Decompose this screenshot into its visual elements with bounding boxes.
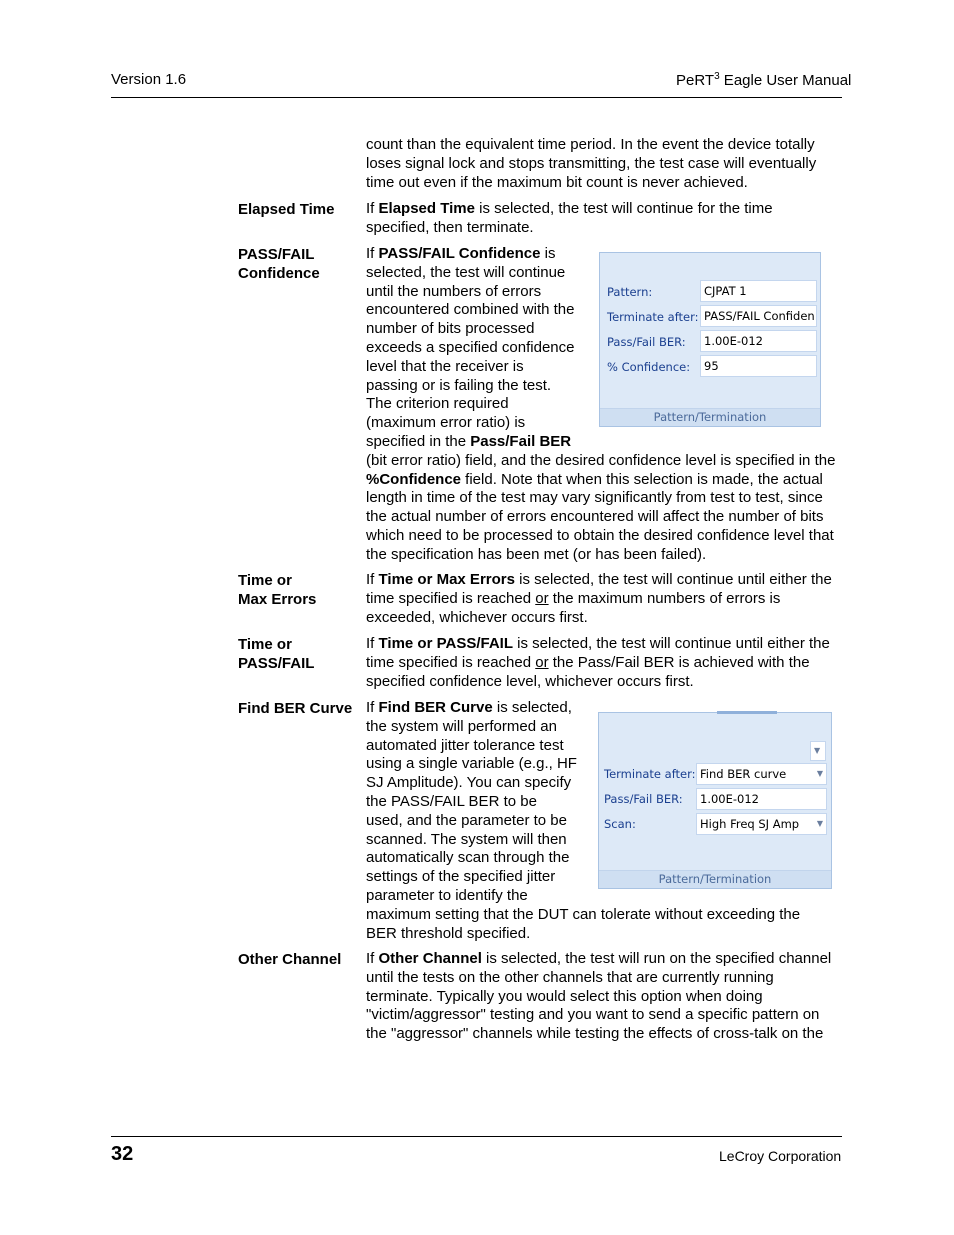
bold-run: Time or Max Errors	[378, 571, 515, 588]
terminate-after-dropdown[interactable]	[696, 763, 827, 785]
panel-footer-label: Pattern/Termination	[599, 870, 831, 888]
desc-other-channel	[366, 950, 831, 1044]
bold-run: Pass/Fail BER	[470, 432, 572, 450]
text-run: If	[366, 950, 379, 967]
desc-line: BER threshold specified.	[366, 924, 531, 942]
desc-line: level that the receiver is	[366, 357, 524, 375]
scan-label: Scan:	[604, 817, 636, 831]
text-run: time specified is reached	[366, 653, 536, 671]
desc-line: "victim/aggressor" testing and you want to send a specific pattern on	[366, 1006, 820, 1024]
term-time-or-max-errors	[238, 571, 316, 609]
desc-line: the PASS/FAIL BER to be	[366, 792, 537, 810]
text-run: is selected, the test will continue until either the	[513, 635, 830, 652]
manual-title-superscript: 3	[714, 71, 720, 82]
desc-line	[366, 433, 835, 452]
header-manual-title	[676, 71, 851, 89]
collapsed-dropdown-button[interactable]	[810, 741, 826, 761]
terminate-after-label: Terminate after:	[604, 767, 696, 781]
text-run: field. Note that when this selection is made, the actual	[461, 470, 823, 488]
scan-value: High Freq SJ Amp	[700, 817, 800, 831]
term-time-or-pass-fail	[238, 635, 314, 673]
term-line: Time or	[238, 636, 292, 653]
text-run: is selected,	[492, 699, 572, 716]
desc-line: maximum setting that the DUT can tolerate without exceeding the	[366, 905, 801, 923]
underlined-run: or	[535, 589, 549, 607]
bold-run: Other Channel	[378, 950, 482, 967]
desc-line: The criterion required	[366, 395, 509, 413]
desc-line: the actual number of errors encountered will affect the number of bits	[366, 508, 824, 526]
bold-run: Time or PASS/FAIL	[378, 635, 513, 652]
chevron-down-icon: ▼	[816, 819, 823, 828]
text-run: If	[366, 571, 379, 588]
pattern-termination-panel-1	[599, 252, 821, 427]
desc-line	[366, 571, 832, 590]
term-line: Time or	[238, 572, 292, 589]
underlined-run: or	[535, 653, 549, 671]
desc-line	[366, 590, 832, 609]
desc-line: parameter to identify the	[366, 886, 528, 904]
desc-line	[366, 950, 831, 969]
term-line: Max Errors	[238, 591, 317, 608]
desc-line: which need to be processed to obtain the desired confidence level that	[366, 526, 834, 544]
header-rule	[111, 97, 842, 98]
desc-line: (maximum error ratio) is	[366, 414, 526, 432]
desc-time-or-max-errors	[366, 571, 832, 627]
header-version: Version 1.6	[111, 71, 187, 88]
desc-time-or-pass-fail	[366, 635, 830, 691]
term-elapsed-time: Elapsed Time	[238, 201, 335, 218]
text-run: time specified is reached	[366, 589, 536, 607]
intro-paragraph	[366, 136, 816, 192]
desc-line: the "aggressor" channels while testing the effects of cross-talk on the	[366, 1025, 824, 1043]
intro-line: loses signal lock and stops transmitting, the test case will eventually	[366, 154, 817, 172]
text-run: If	[366, 200, 379, 217]
term-line: PASS/FAIL	[238, 655, 315, 672]
scan-dropdown[interactable]	[696, 813, 827, 835]
desc-line: automatically scan through the	[366, 849, 570, 867]
term-line: PASS/FAIL	[238, 246, 315, 263]
text-run: the maximum numbers of errors is	[548, 589, 781, 607]
desc-line: (bit error ratio) field, and the desired confidence level is specified in the	[366, 451, 836, 469]
chevron-down-icon: ▼	[814, 746, 821, 755]
text-run: is	[540, 245, 556, 262]
desc-line: specified confidence level, whichever occurs first.	[366, 672, 694, 690]
terminate-after-label: Terminate after:	[607, 310, 699, 324]
desc-elapsed-time	[366, 200, 773, 238]
manual-title-prefix: PeRT	[676, 72, 715, 89]
terminate-after-value: Find BER curve	[700, 767, 787, 781]
text-run: If	[366, 245, 379, 262]
desc-line: automated jitter tolerance test	[366, 736, 564, 754]
term-find-ber-curve: Find BER Curve	[238, 700, 353, 717]
bold-run: Find BER Curve	[378, 699, 493, 716]
panel-tab-edge	[717, 711, 777, 714]
terminate-after-field[interactable]: PASS/FAIL Confiden	[700, 305, 817, 327]
text-run: If	[366, 635, 379, 652]
desc-line: until the tests on the other channels that are currently running	[366, 968, 774, 986]
desc-line: the system will performed an	[366, 717, 557, 735]
manual-title-suffix: Eagle User Manual	[719, 72, 852, 89]
desc-line: scanned. The system will then	[366, 830, 567, 848]
panel-footer-label: Pattern/Termination	[600, 408, 820, 426]
text-run: is selected, the test will continue until either the	[514, 571, 832, 588]
desc-line	[366, 200, 773, 219]
term-other-channel: Other Channel	[238, 951, 342, 968]
text-run: If	[366, 699, 379, 716]
pass-fail-ber-label: Pass/Fail BER:	[604, 792, 683, 806]
bold-run: %Confidence	[366, 470, 462, 488]
text-run: the Pass/Fail BER is achieved with the	[548, 653, 810, 671]
desc-line: passing or is failing the test.	[366, 376, 552, 394]
desc-line: specified, then terminate.	[366, 218, 534, 236]
term-pass-fail-confidence	[238, 245, 320, 283]
bold-run: PASS/FAIL Confidence	[378, 245, 541, 262]
desc-line: encountered combined with the	[366, 301, 575, 319]
desc-line: exceeds a specified confidence	[366, 338, 575, 356]
term-line: Confidence	[238, 265, 320, 282]
pattern-label: Pattern:	[607, 285, 653, 299]
desc-line: used, and the parameter to be	[366, 811, 567, 829]
desc-line	[366, 635, 830, 654]
pass-fail-ber-field[interactable]: 1.00E-012	[696, 788, 827, 810]
confidence-label: % Confidence:	[607, 360, 691, 374]
pass-fail-ber-field[interactable]: 1.00E-012	[700, 330, 817, 352]
desc-line: length in time of the test may vary significantly from test to test, since	[366, 489, 823, 507]
text-run: specified in the	[366, 432, 471, 450]
footer-rule	[111, 1136, 842, 1137]
intro-line: count than the equivalent time period. In the event the device totally	[366, 136, 815, 153]
pattern-termination-panel-2	[598, 712, 832, 889]
desc-line	[366, 654, 830, 673]
bold-run: Elapsed Time	[378, 200, 475, 217]
desc-line: number of bits processed	[366, 320, 535, 338]
desc-line	[366, 471, 835, 490]
desc-line: the specification has been met (or has been failed).	[366, 545, 707, 563]
desc-line: SJ Amplitude). You can specify	[366, 774, 572, 792]
text-run: is selected, the test will continue for the time	[474, 200, 773, 217]
intro-line: time out even if the maximum bit count is never achieved.	[366, 173, 748, 191]
desc-line: until the numbers of errors	[366, 282, 542, 300]
desc-line: using a single variable (e.g., HF	[366, 755, 577, 773]
footer-company: LeCroy Corporation	[719, 1148, 842, 1164]
pattern-field[interactable]: CJPAT 1	[700, 280, 817, 302]
desc-line: terminate. Typically you would select this option when doing	[366, 987, 763, 1005]
chevron-down-icon: ▼	[816, 769, 823, 778]
page-number: 32	[111, 1143, 134, 1165]
desc-line: selected, the test will continue	[366, 263, 566, 281]
desc-line: exceeded, whichever occurs first.	[366, 608, 588, 626]
confidence-field[interactable]: 95	[700, 355, 817, 377]
pass-fail-ber-label: Pass/Fail BER:	[607, 335, 686, 349]
text-run: is selected, the test will run on the specified channel	[481, 950, 832, 967]
desc-line: settings of the specified jitter	[366, 868, 556, 886]
